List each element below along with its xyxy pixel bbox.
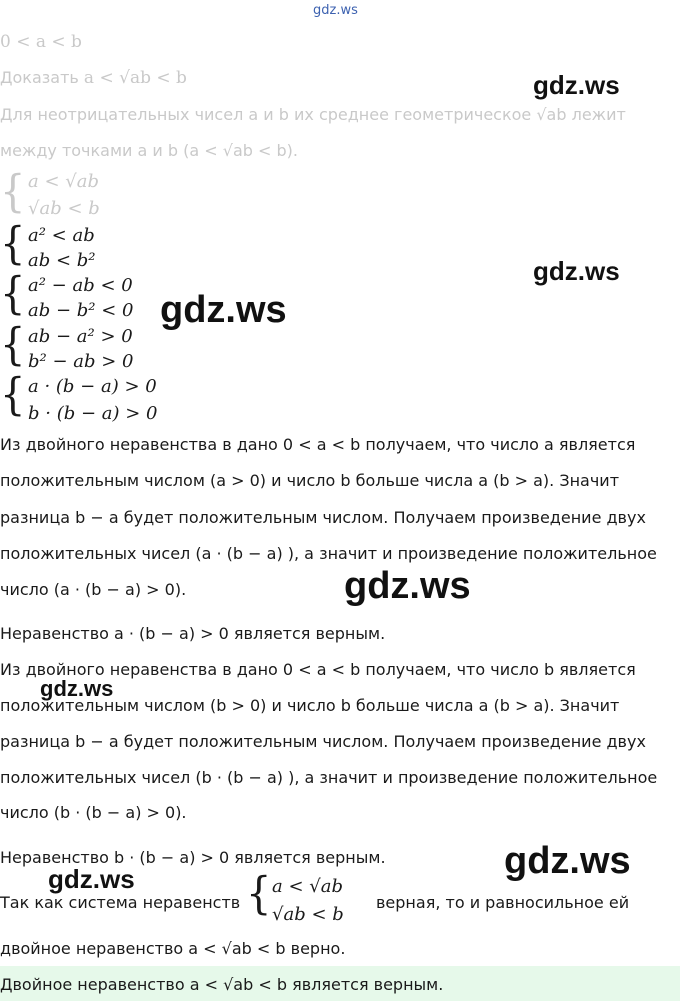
system-4-brace: { [0,369,26,421]
prove-expression: a < √ab < b [83,68,187,88]
para2-line-2: положительным числом (b > 0) и число b больше числа a (b > a). Значит [0,696,620,715]
faded-note-1: Для неотрицательных чисел a и b их среднее геометрическое √ab лежит [0,105,626,124]
system-1-line-2: ab < b² [28,250,96,271]
final-system-line-2: √ab < b [272,904,344,925]
system-3-line-2: b² − ab > 0 [28,351,134,372]
system-4-line-2: b · (b − a) > 0 [28,403,158,424]
watermark-1: gdz.ws [533,70,620,100]
prove-label: Доказать [0,68,79,87]
faded-system-line-1: a < √ab [28,171,99,192]
watermark-3: gdz.ws [160,289,287,331]
faded-system-line-2: √ab < b [28,198,100,219]
conclusion-1: Неравенство a · (b − a) > 0 является верным. [0,624,386,643]
watermark-2: gdz.ws [533,256,620,286]
system-1-line-1: a² < ab [28,225,95,246]
final-pre-text: Так как система неравенств [0,893,241,912]
answer-text: Двойное неравенство a < √ab < b является верным. [0,975,444,994]
system-2-line-2: ab − b² < 0 [28,300,134,321]
prove-line [0,68,187,88]
conclusion-2: Неравенство b · (b − a) > 0 является верным. [0,848,386,867]
system-3-brace: { [0,319,26,371]
given-expression: 0 < a < b [0,32,82,52]
system-2-line-1: a² − ab < 0 [28,275,133,296]
para2-line-1: Из двойного неравенства в дано 0 < a < b получаем, что число b является [0,660,636,679]
watermark-5: gdz.ws [40,676,114,701]
system-4-line-1: a · (b − a) > 0 [28,376,157,397]
system-2-brace: { [0,268,26,320]
para1-line-1: Из двойного неравенства в дано 0 < a < b получаем, что число a является [0,435,636,454]
watermark-6: gdz.ws [504,840,631,882]
para2-line-4: положительных чисел (b · (b − a) ), а значит и произведение положительное [0,768,658,787]
para1-line-3: разница b − a будет положительным числом. Получаем произведение двух [0,508,646,527]
para1-line-4: положительных чисел (a · (b − a) ), а значит и произведение положительное [0,544,657,563]
faded-note-2: между точками a и b (a < √ab < b). [0,141,298,160]
system-1-brace: { [0,218,26,270]
final-system-brace: { [246,868,272,920]
para2-line-3: разница b − a будет положительным числом. Получаем произведение двух [0,732,646,751]
faded-system-brace: { [0,166,26,218]
final-post-text: верная, то и равносильное ей [376,893,630,912]
watermark-4: gdz.ws [344,565,471,607]
para1-line-5: число (a · (b − a) > 0). [0,580,187,599]
para2-line-5: число (b · (b − a) > 0). [0,803,187,822]
final-system-line-1: a < √ab [272,876,343,897]
watermark-7: gdz.ws [48,864,135,894]
final-line-2: двойное неравенство a < √ab < b верно. [0,939,346,958]
para1-line-2: положительным числом (a > 0) и число b больше числа a (b > a). Значит [0,471,620,490]
system-3-line-1: ab − a² > 0 [28,326,133,347]
site-header[interactable]: gdz.ws [313,3,358,18]
